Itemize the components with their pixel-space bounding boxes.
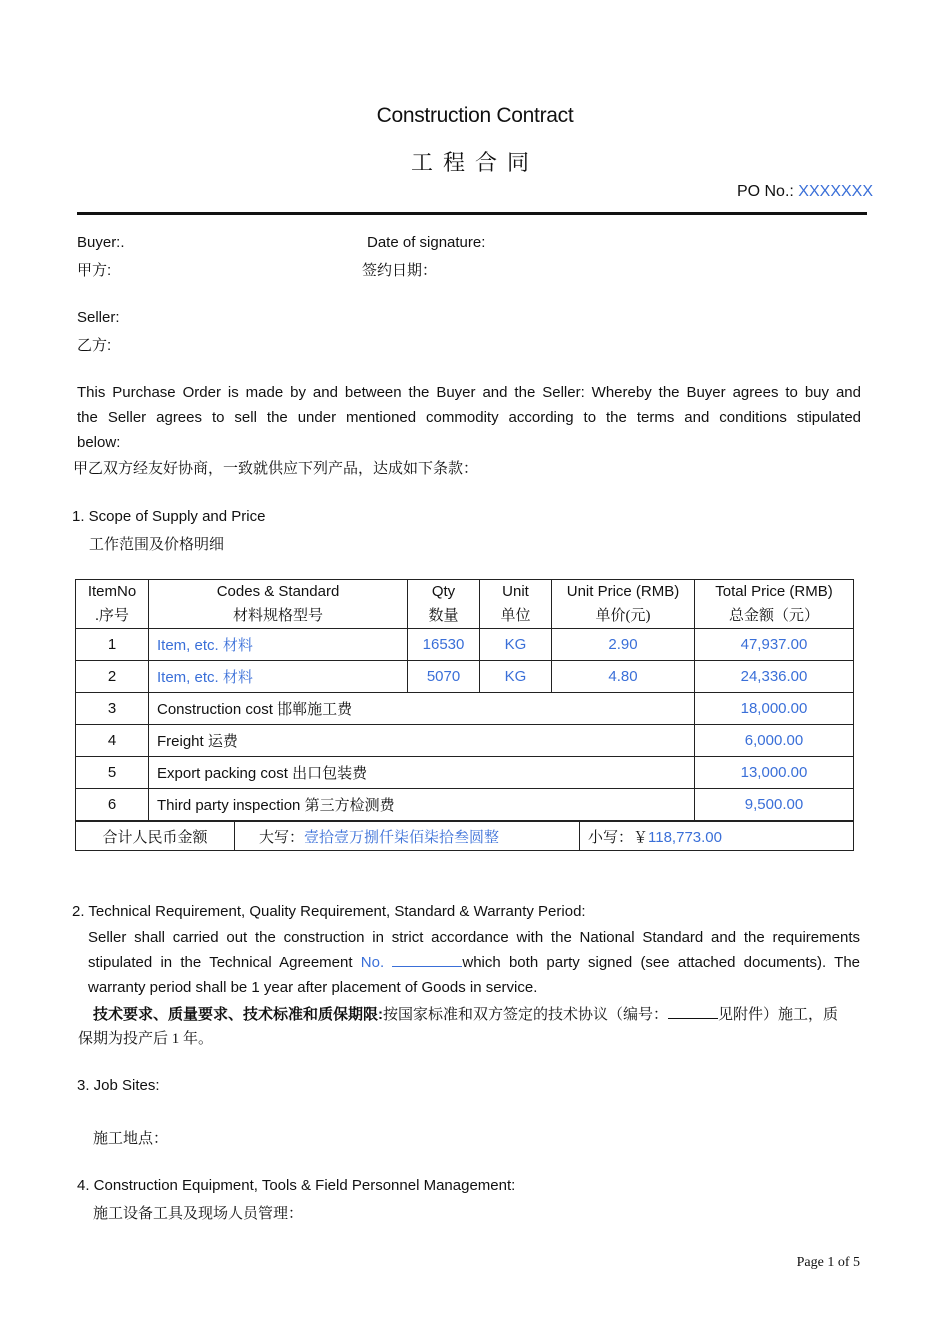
row-total: 18,000.00: [695, 693, 854, 725]
row-total: 9,500.00: [695, 789, 854, 821]
row-desc: Third party inspection 第三方检测费: [149, 789, 695, 821]
section-4-title: 4. Construction Equipment, Tools & Field Personnel Management:: [77, 1177, 516, 1194]
section-3-title: 3. Job Sites:: [77, 1077, 160, 1094]
row-total: 24,336.00: [695, 661, 854, 693]
row-desc: Item, etc. 材料: [149, 661, 408, 693]
table-header-row: [76, 580, 854, 629]
row-total: 6,000.00: [695, 725, 854, 757]
document-title-cn: 工程合同: [410, 150, 539, 175]
total-label: 合计人民币金额: [76, 822, 235, 851]
col-item-no: ItemNo .序号: [76, 580, 149, 629]
total-table: [75, 821, 854, 851]
row-unit: KG: [480, 661, 552, 693]
table-row: [76, 757, 854, 789]
document-title: Construction Contract: [376, 104, 574, 127]
section-2-paragraph: [88, 925, 860, 1000]
row-unit: KG: [480, 629, 552, 661]
row-no: 6: [76, 789, 149, 821]
intro-paragraph: [77, 380, 861, 455]
section-2-line-1: Seller shall carried out the construction in strict accordance with the National Standard and the requirements: [88, 929, 860, 946]
section-4-title-cn: 施工设备工具及现场人员管理：: [93, 1205, 304, 1222]
intro-line-2: the Seller agrees to sell the under mentioned commodity according to the terms and conditions stipulated: [77, 409, 861, 426]
intro-line-3: below:: [77, 434, 121, 451]
row-no: 1: [76, 629, 149, 661]
seller-label-cn: 乙方:: [77, 337, 112, 354]
agreement-number-blank: [392, 966, 462, 967]
section-2-title: 2. Technical Requirement, Quality Requirement, Standard & Warranty Period:: [72, 903, 586, 920]
row-qty: 5070: [408, 661, 480, 693]
po-label: PO No.:: [736, 183, 794, 200]
table-row: [76, 725, 854, 757]
buyer-label-cn: 甲方:: [77, 262, 112, 279]
po-value: XXXXXXX: [798, 183, 873, 200]
row-desc: Freight 运费: [149, 725, 695, 757]
table-row: [76, 629, 854, 661]
total-in-figures: 小写：￥118,773.00: [580, 822, 854, 851]
row-price: 2.90: [552, 629, 695, 661]
col-unit: Unit 单位: [480, 580, 552, 629]
row-no: 3: [76, 693, 149, 725]
price-table: [75, 579, 854, 821]
page-number: Page 1 of 5: [796, 1255, 860, 1270]
section-3-title-cn: 施工地点：: [93, 1130, 169, 1147]
section-2-cn-line-1: 技术要求、质量要求、技术标准和质保期限:按国家标准和双方签定的技术协议（编号： 见附件）施工，质: [93, 1006, 839, 1023]
section-1-title: 1. Scope of Supply and Price: [72, 508, 266, 525]
row-total: 47,937.00: [695, 629, 854, 661]
col-total-price: Total Price (RMB) 总金额（元）: [695, 580, 854, 629]
row-no: 5: [76, 757, 149, 789]
section-2-line-3: warranty period shall be 1 year after placement of Goods in service.: [88, 979, 538, 996]
row-total: 13,000.00: [695, 757, 854, 789]
intro-line-1: This Purchase Order is made by and between the Buyer and the Seller: Whereby the Buyer agrees to buy and: [77, 384, 861, 401]
col-qty: Qty 数量: [408, 580, 480, 629]
date-label-cn: 签约日期：: [362, 262, 438, 279]
row-no: 2: [76, 661, 149, 693]
po-number: [737, 183, 873, 201]
row-desc: Export packing cost 出口包装费: [149, 757, 695, 789]
seller-label: Seller:: [77, 309, 120, 326]
header-rule: [77, 212, 867, 215]
total-in-words: 大写：壹拾壹万捌仟柒佰柒拾叁圆整: [235, 822, 580, 851]
intro-cn: 甲乙双方经友好协商，一致就供应下列产品，达成如下条款：: [73, 461, 479, 477]
section-1-title-cn: 工作范围及价格明细: [89, 536, 225, 553]
date-label: Date of signature:: [367, 234, 486, 251]
table-row: [76, 789, 854, 821]
col-codes: Codes & Standard 材料规格型号: [149, 580, 408, 629]
table-row: [76, 693, 854, 725]
col-unit-price: Unit Price (RMB) 单价(元): [552, 580, 695, 629]
section-2-line-2: stipulated in the Technical Agreement No. which both party signed (see attached documents). The: [88, 954, 861, 971]
total-row: [76, 822, 854, 851]
row-price: 4.80: [552, 661, 695, 693]
cn-number-blank: [668, 1018, 718, 1019]
row-qty: 16530: [408, 629, 480, 661]
section-2-cn-line-2: 保期为投产后 1 年。: [78, 1031, 214, 1047]
buyer-label: Buyer:.: [77, 234, 125, 251]
table-row: [76, 661, 854, 693]
row-no: 4: [76, 725, 149, 757]
row-desc: Construction cost 邯郸施工费: [149, 693, 695, 725]
row-desc: Item, etc. 材料: [149, 629, 408, 661]
